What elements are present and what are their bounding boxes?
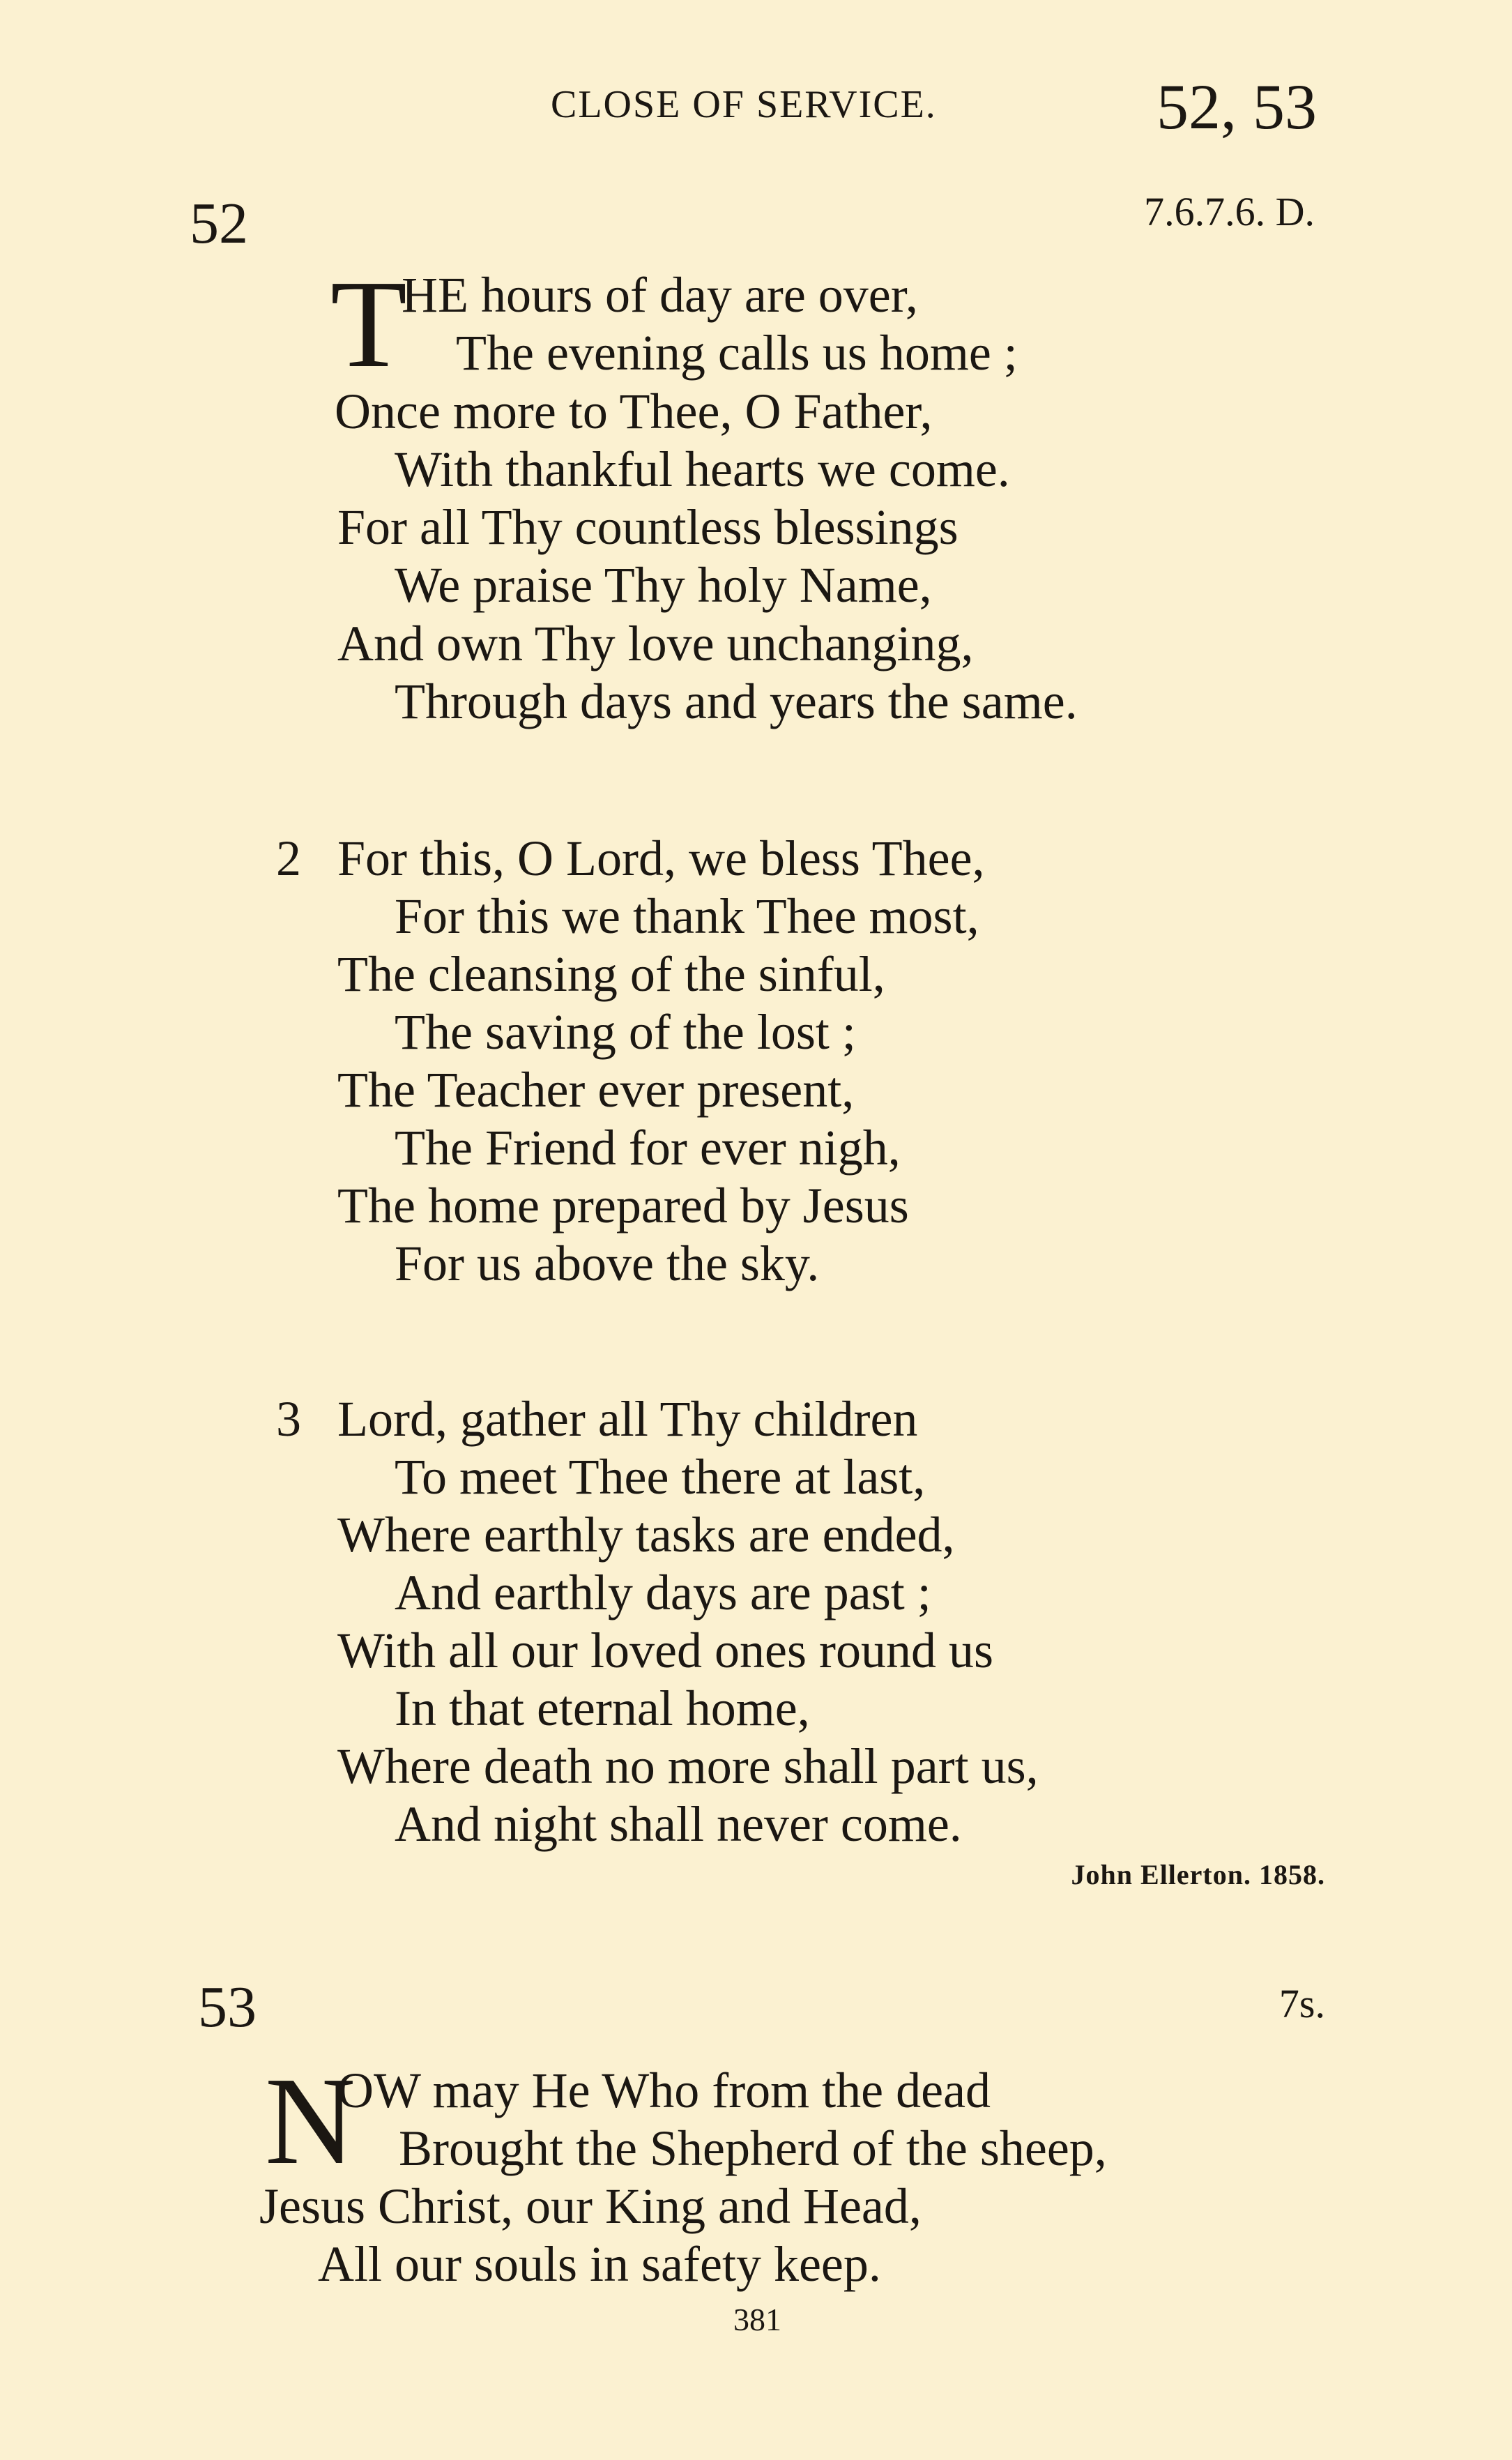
verse-line: OW may He Who from the dead xyxy=(337,2063,991,2118)
verse-number: 3 xyxy=(276,1391,301,1447)
verse-line: HE hours of day are over, xyxy=(402,267,918,323)
verse-line: With thankful hearts we come. xyxy=(395,441,1010,497)
verse-line: For all Thy countless blessings xyxy=(337,499,959,555)
verse-line: We praise Thy holy Name, xyxy=(395,557,932,613)
verse-line: In that eternal home, xyxy=(395,1680,810,1736)
verse-line: The Teacher ever present, xyxy=(337,1062,855,1118)
verse-line: The home prepared by Jesus xyxy=(337,1178,909,1233)
drop-cap: N xyxy=(265,2051,356,2190)
verse-line: For this, O Lord, we bless Thee, xyxy=(337,830,985,886)
verse-line: The saving of the lost ; xyxy=(395,1004,856,1060)
hymn-author: John Ellerton. 1858. xyxy=(1071,1859,1325,1890)
running-header: CLOSE OF SERVICE. xyxy=(551,83,937,126)
verse-line: Where earthly tasks are ended, xyxy=(337,1507,955,1563)
hymn-number-53: 53 xyxy=(198,1975,257,2040)
verse-line: To meet Thee there at last, xyxy=(395,1449,926,1505)
verse-line: For us above the sky. xyxy=(395,1236,820,1291)
verse-line: Where death no more shall part us, xyxy=(337,1738,1039,1794)
verse-line: Lord, gather all Thy children xyxy=(337,1391,918,1447)
verse-line: And night shall never come. xyxy=(395,1796,962,1852)
verse-line: Once more to Thee, O Father, xyxy=(335,384,933,439)
verse-number: 2 xyxy=(276,830,301,886)
verse-line: All our souls in safety keep. xyxy=(318,2236,881,2292)
verse-line: The evening calls us home ; xyxy=(456,325,1018,381)
verse-line: For this we thank Thee most, xyxy=(395,888,979,944)
page-number: 381 xyxy=(733,2302,781,2337)
drop-cap: T xyxy=(330,255,407,393)
verse-line: The Friend for ever nigh, xyxy=(395,1120,901,1176)
hymn-meter-52: 7.6.7.6. D. xyxy=(1144,189,1315,234)
verse-line: The cleansing of the sinful, xyxy=(337,946,885,1002)
page-hymn-numbers: 52, 53 xyxy=(1156,71,1317,142)
verse-line: Brought the Shepherd of the sheep, xyxy=(399,2120,1107,2176)
verse-line: And earthly days are past ; xyxy=(395,1565,931,1620)
verse-line: With all our loved ones round us xyxy=(337,1623,993,1678)
hymn-number-52: 52 xyxy=(190,191,248,256)
verse-line: And own Thy love unchanging, xyxy=(337,616,974,671)
verse-line: Through days and years the same. xyxy=(395,674,1078,729)
verse-line: Jesus Christ, our King and Head, xyxy=(259,2178,922,2234)
hymn-meter-53: 7s. xyxy=(1278,1981,1325,2026)
